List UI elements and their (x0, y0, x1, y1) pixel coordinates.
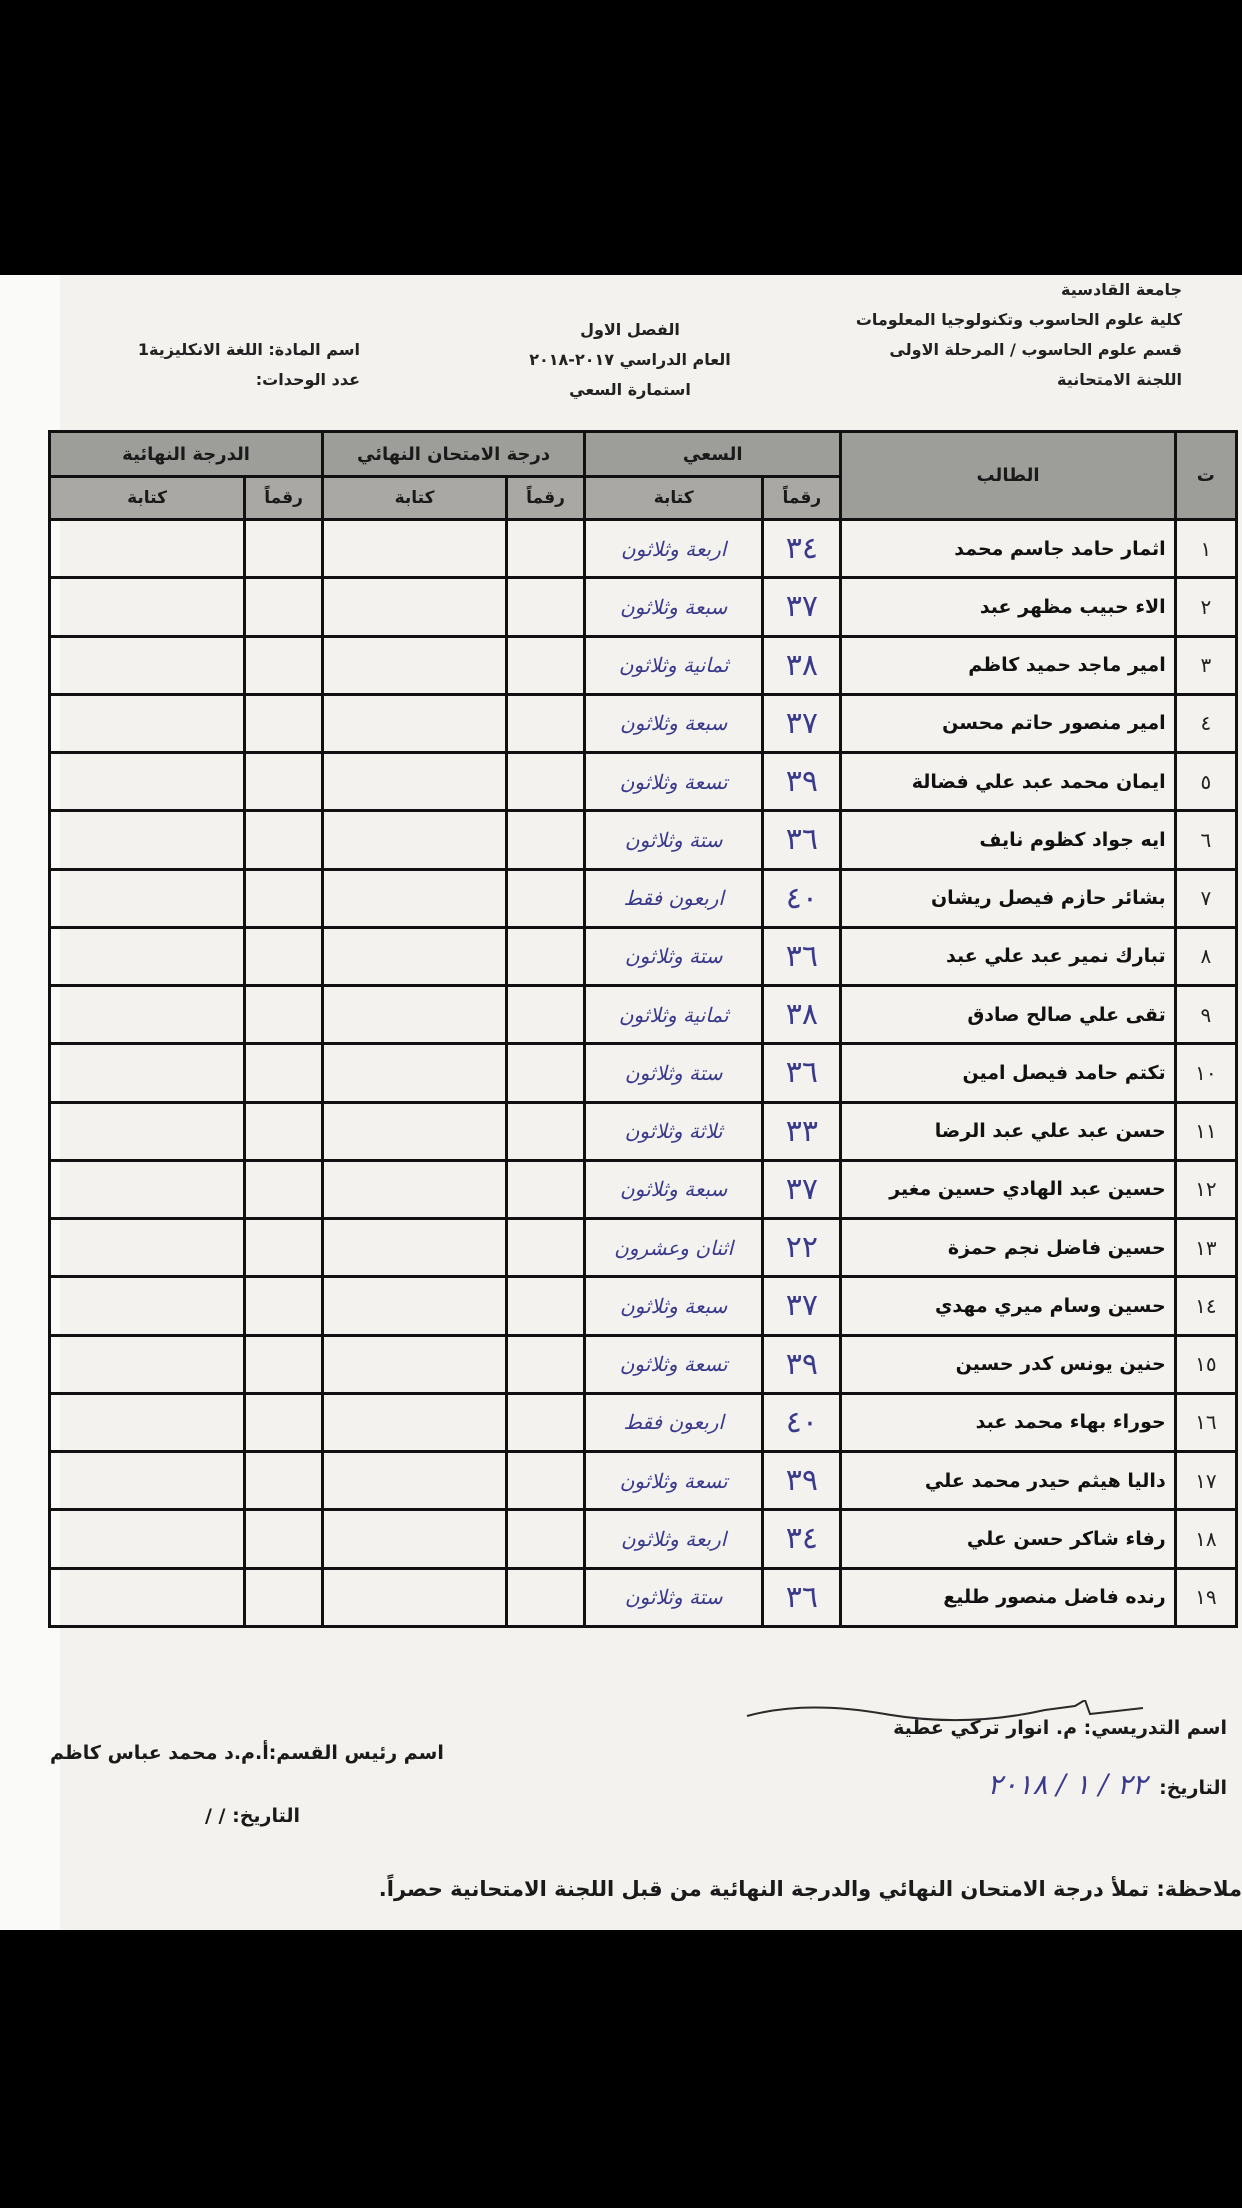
final-words (50, 1219, 245, 1277)
row-number: ٦ (1175, 811, 1236, 869)
final-digits (245, 1044, 323, 1102)
exam-words (323, 1335, 507, 1393)
instructor-name: اسم التدريسي: م. انوار تركي عطية (893, 1717, 1227, 1739)
subheader-words: كتابة (50, 477, 245, 520)
head-date: التاريخ: / / (205, 1805, 301, 1827)
student-name: اثمار حامد جاسم محمد (841, 520, 1175, 578)
student-name: داليا هيثم حيدر محمد علي (841, 1452, 1175, 1510)
student-name: الاء حبيب مظهر عبد (841, 578, 1175, 636)
final-words (50, 986, 245, 1044)
effort-words: ستة وثلاثون (585, 1044, 763, 1102)
exam-digits (507, 927, 585, 985)
effort-digits: ٣٩ (763, 753, 841, 811)
effort-digits: ٤٠ (763, 1393, 841, 1451)
table-row (50, 811, 1237, 869)
effort-words: تسعة وثلاثون (585, 1335, 763, 1393)
effort-words: اربعة وثلاثون (585, 520, 763, 578)
effort-digits: ٣٧ (763, 578, 841, 636)
final-words (50, 1277, 245, 1335)
grades-table (48, 430, 1238, 1628)
exam-words (323, 1044, 507, 1102)
academic-year: العام الدراسي ٢٠١٧-٢٠١٨ (529, 350, 731, 369)
semester: الفصل الاول (580, 320, 680, 339)
header-effort: السعي (585, 432, 841, 477)
final-words (50, 694, 245, 752)
effort-words: ستة وثلاثون (585, 927, 763, 985)
exam-words (323, 811, 507, 869)
effort-words: سبعة وثلاثون (585, 1160, 763, 1218)
final-digits (245, 1277, 323, 1335)
student-name: حنين يونس كدر حسين (841, 1335, 1175, 1393)
row-number: ١٢ (1175, 1160, 1236, 1218)
subheader-digits: رقماً (763, 477, 841, 520)
table-row (50, 1568, 1237, 1627)
student-name: رفاء شاكر حسن علي (841, 1510, 1175, 1568)
form-header (500, 315, 760, 405)
final-words (50, 1452, 245, 1510)
student-name: حسين عبد الهادي حسين مغير (841, 1160, 1175, 1218)
effort-words: ستة وثلاثون (585, 1568, 763, 1627)
table-body (50, 520, 1237, 1627)
student-name: حسن عبد علي عبد الرضا (841, 1102, 1175, 1160)
effort-digits: ٤٠ (763, 869, 841, 927)
row-number: ١٨ (1175, 1510, 1236, 1568)
final-words (50, 869, 245, 927)
exam-digits (507, 694, 585, 752)
exam-digits (507, 1044, 585, 1102)
note: ملاحظة: تملأ درجة الامتحان النهائي والدرجة النهائية من قبل اللجنة الامتحانية حصراً. (378, 1877, 1242, 1901)
exam-words (323, 927, 507, 985)
table-row (50, 1044, 1237, 1102)
header-student: الطالب (841, 432, 1175, 520)
exam-words (323, 1160, 507, 1218)
student-name: امير منصور حاتم محسن (841, 694, 1175, 752)
committee-name: اللجنة الامتحانية (1057, 370, 1182, 389)
final-digits (245, 1393, 323, 1451)
exam-words (323, 520, 507, 578)
student-name: امير ماجد حميد كاظم (841, 636, 1175, 694)
student-name: رنده فاضل منصور طليع (841, 1568, 1175, 1627)
exam-words (323, 1452, 507, 1510)
effort-digits: ٣٤ (763, 1510, 841, 1568)
final-digits (245, 636, 323, 694)
effort-words: اثنان وعشرون (585, 1219, 763, 1277)
exam-digits (507, 753, 585, 811)
header-seq: ت (1175, 432, 1236, 520)
exam-digits (507, 869, 585, 927)
subject-name: اسم المادة: اللغة الانكليزية1 (137, 340, 360, 359)
table-row (50, 753, 1237, 811)
student-name: حسين فاضل نجم حمزة (841, 1219, 1175, 1277)
final-words (50, 927, 245, 985)
effort-words: تسعة وثلاثون (585, 1452, 763, 1510)
table-row (50, 1393, 1237, 1451)
row-number: ١٦ (1175, 1393, 1236, 1451)
effort-digits: ٣٧ (763, 1277, 841, 1335)
final-digits (245, 1102, 323, 1160)
row-number: ١٧ (1175, 1452, 1236, 1510)
table-row (50, 520, 1237, 578)
units-count: عدد الوحدات: (255, 370, 360, 389)
effort-digits: ٣٦ (763, 1044, 841, 1102)
final-digits (245, 520, 323, 578)
final-words (50, 753, 245, 811)
student-name: ايه جواد كظوم نايف (841, 811, 1175, 869)
subheader-digits: رقماً (245, 477, 323, 520)
effort-words: اربعة وثلاثون (585, 1510, 763, 1568)
effort-digits: ٣٨ (763, 636, 841, 694)
header-final-grade: الدرجة النهائية (50, 432, 323, 477)
exam-words (323, 753, 507, 811)
exam-digits (507, 1160, 585, 1218)
row-number: ١٣ (1175, 1219, 1236, 1277)
final-words (50, 636, 245, 694)
effort-words: اربعون فقط (585, 1393, 763, 1451)
exam-digits (507, 811, 585, 869)
final-digits (245, 927, 323, 985)
table-row (50, 927, 1237, 985)
final-digits (245, 869, 323, 927)
final-digits (245, 811, 323, 869)
effort-words: سبعة وثلاثون (585, 578, 763, 636)
student-name: ايمان محمد عبد علي فضالة (841, 753, 1175, 811)
exam-digits (507, 1335, 585, 1393)
effort-digits: ٣٧ (763, 694, 841, 752)
exam-words (323, 1510, 507, 1568)
subject-header (137, 335, 360, 395)
student-name: تبارك نمير عبد علي عبد (841, 927, 1175, 985)
table-row (50, 1452, 1237, 1510)
exam-digits (507, 578, 585, 636)
exam-digits (507, 1219, 585, 1277)
date-value: ٢٢ / ١ / ٢٠١٨ (987, 1768, 1148, 1801)
final-words (50, 1102, 245, 1160)
effort-words: سبعة وثلاثون (585, 694, 763, 752)
final-words (50, 1510, 245, 1568)
effort-digits: ٣٦ (763, 927, 841, 985)
row-number: ٢ (1175, 578, 1236, 636)
effort-digits: ٢٢ (763, 1219, 841, 1277)
row-number: ٩ (1175, 986, 1236, 1044)
effort-digits: ٣٦ (763, 811, 841, 869)
row-number: ٨ (1175, 927, 1236, 985)
subheader-digits: رقماً (507, 477, 585, 520)
exam-words (323, 1393, 507, 1451)
exam-digits (507, 1277, 585, 1335)
effort-words: ثلاثة وثلاثون (585, 1102, 763, 1160)
effort-words: سبعة وثلاثون (585, 1277, 763, 1335)
exam-digits (507, 636, 585, 694)
table-row (50, 694, 1237, 752)
table-row (50, 1160, 1237, 1218)
exam-words (323, 578, 507, 636)
effort-words: اربعون فقط (585, 869, 763, 927)
exam-words (323, 1277, 507, 1335)
exam-digits (507, 520, 585, 578)
student-name: بشائر حازم فيصل ريشان (841, 869, 1175, 927)
exam-words (323, 1219, 507, 1277)
final-digits (245, 578, 323, 636)
student-name: تقى علي صالح صادق (841, 986, 1175, 1044)
exam-words (323, 986, 507, 1044)
row-number: ٧ (1175, 869, 1236, 927)
effort-digits: ٣٧ (763, 1160, 841, 1218)
table-row (50, 1102, 1237, 1160)
exam-digits (507, 1102, 585, 1160)
final-digits (245, 1219, 323, 1277)
row-number: ١١ (1175, 1102, 1236, 1160)
exam-digits (507, 1452, 585, 1510)
exam-digits (507, 1393, 585, 1451)
final-words (50, 1044, 245, 1102)
effort-words: ستة وثلاثون (585, 811, 763, 869)
final-words (50, 1335, 245, 1393)
table-row (50, 986, 1237, 1044)
row-number: ١٩ (1175, 1568, 1236, 1627)
final-words (50, 1568, 245, 1627)
department-name: قسم علوم الحاسوب / المرحلة الاولى (889, 340, 1182, 359)
date-label: التاريخ: (1159, 1777, 1227, 1799)
subheader-words: كتابة (323, 477, 507, 520)
exam-digits (507, 1510, 585, 1568)
table-row (50, 1335, 1237, 1393)
final-digits (245, 1335, 323, 1393)
table-row (50, 869, 1237, 927)
document-page (0, 275, 1242, 1930)
university-name: جامعة القادسية (1061, 280, 1182, 299)
table-row (50, 1277, 1237, 1335)
exam-words (323, 636, 507, 694)
effort-digits: ٣٩ (763, 1452, 841, 1510)
effort-words: ثمانية وثلاثون (585, 636, 763, 694)
final-digits (245, 1160, 323, 1218)
final-digits (245, 1568, 323, 1627)
exam-words (323, 869, 507, 927)
exam-digits (507, 986, 585, 1044)
table-row (50, 636, 1237, 694)
row-number: ١ (1175, 520, 1236, 578)
exam-words (323, 1102, 507, 1160)
final-digits (245, 1510, 323, 1568)
row-number: ١٤ (1175, 1277, 1236, 1335)
exam-digits (507, 1568, 585, 1627)
effort-digits: ٣٦ (763, 1568, 841, 1627)
effort-digits: ٣٤ (763, 520, 841, 578)
head-of-department: اسم رئيس القسم:أ.م.د محمد عباس كاظم (50, 1742, 444, 1764)
final-digits (245, 986, 323, 1044)
final-words (50, 1393, 245, 1451)
header-final-exam: درجة الامتحان النهائي (323, 432, 585, 477)
subheader-words: كتابة (585, 477, 763, 520)
row-number: ١٥ (1175, 1335, 1236, 1393)
student-name: حسين وسام ميري مهدي (841, 1277, 1175, 1335)
table-row (50, 1219, 1237, 1277)
exam-words (323, 1568, 507, 1627)
row-number: ١٠ (1175, 1044, 1236, 1102)
effort-words: ثمانية وثلاثون (585, 986, 763, 1044)
final-words (50, 1160, 245, 1218)
student-name: حوراء بهاء محمد عبد (841, 1393, 1175, 1451)
final-words (50, 578, 245, 636)
table-row (50, 1510, 1237, 1568)
row-number: ٤ (1175, 694, 1236, 752)
effort-digits: ٣٩ (763, 1335, 841, 1393)
final-digits (245, 1452, 323, 1510)
row-number: ٣ (1175, 636, 1236, 694)
row-number: ٥ (1175, 753, 1236, 811)
form-title: استمارة السعي (569, 380, 691, 399)
college-name: كلية علوم الحاسوب وتكنولوجيا المعلومات (855, 310, 1182, 329)
exam-words (323, 694, 507, 752)
final-digits (245, 753, 323, 811)
effort-digits: ٣٣ (763, 1102, 841, 1160)
effort-words: تسعة وثلاثون (585, 753, 763, 811)
effort-digits: ٣٨ (763, 986, 841, 1044)
institution-header (856, 275, 1182, 395)
instructor-date (987, 1768, 1227, 1801)
final-digits (245, 694, 323, 752)
final-words (50, 520, 245, 578)
table-row (50, 578, 1237, 636)
student-name: تكتم حامد فيصل امين (841, 1044, 1175, 1102)
final-words (50, 811, 245, 869)
